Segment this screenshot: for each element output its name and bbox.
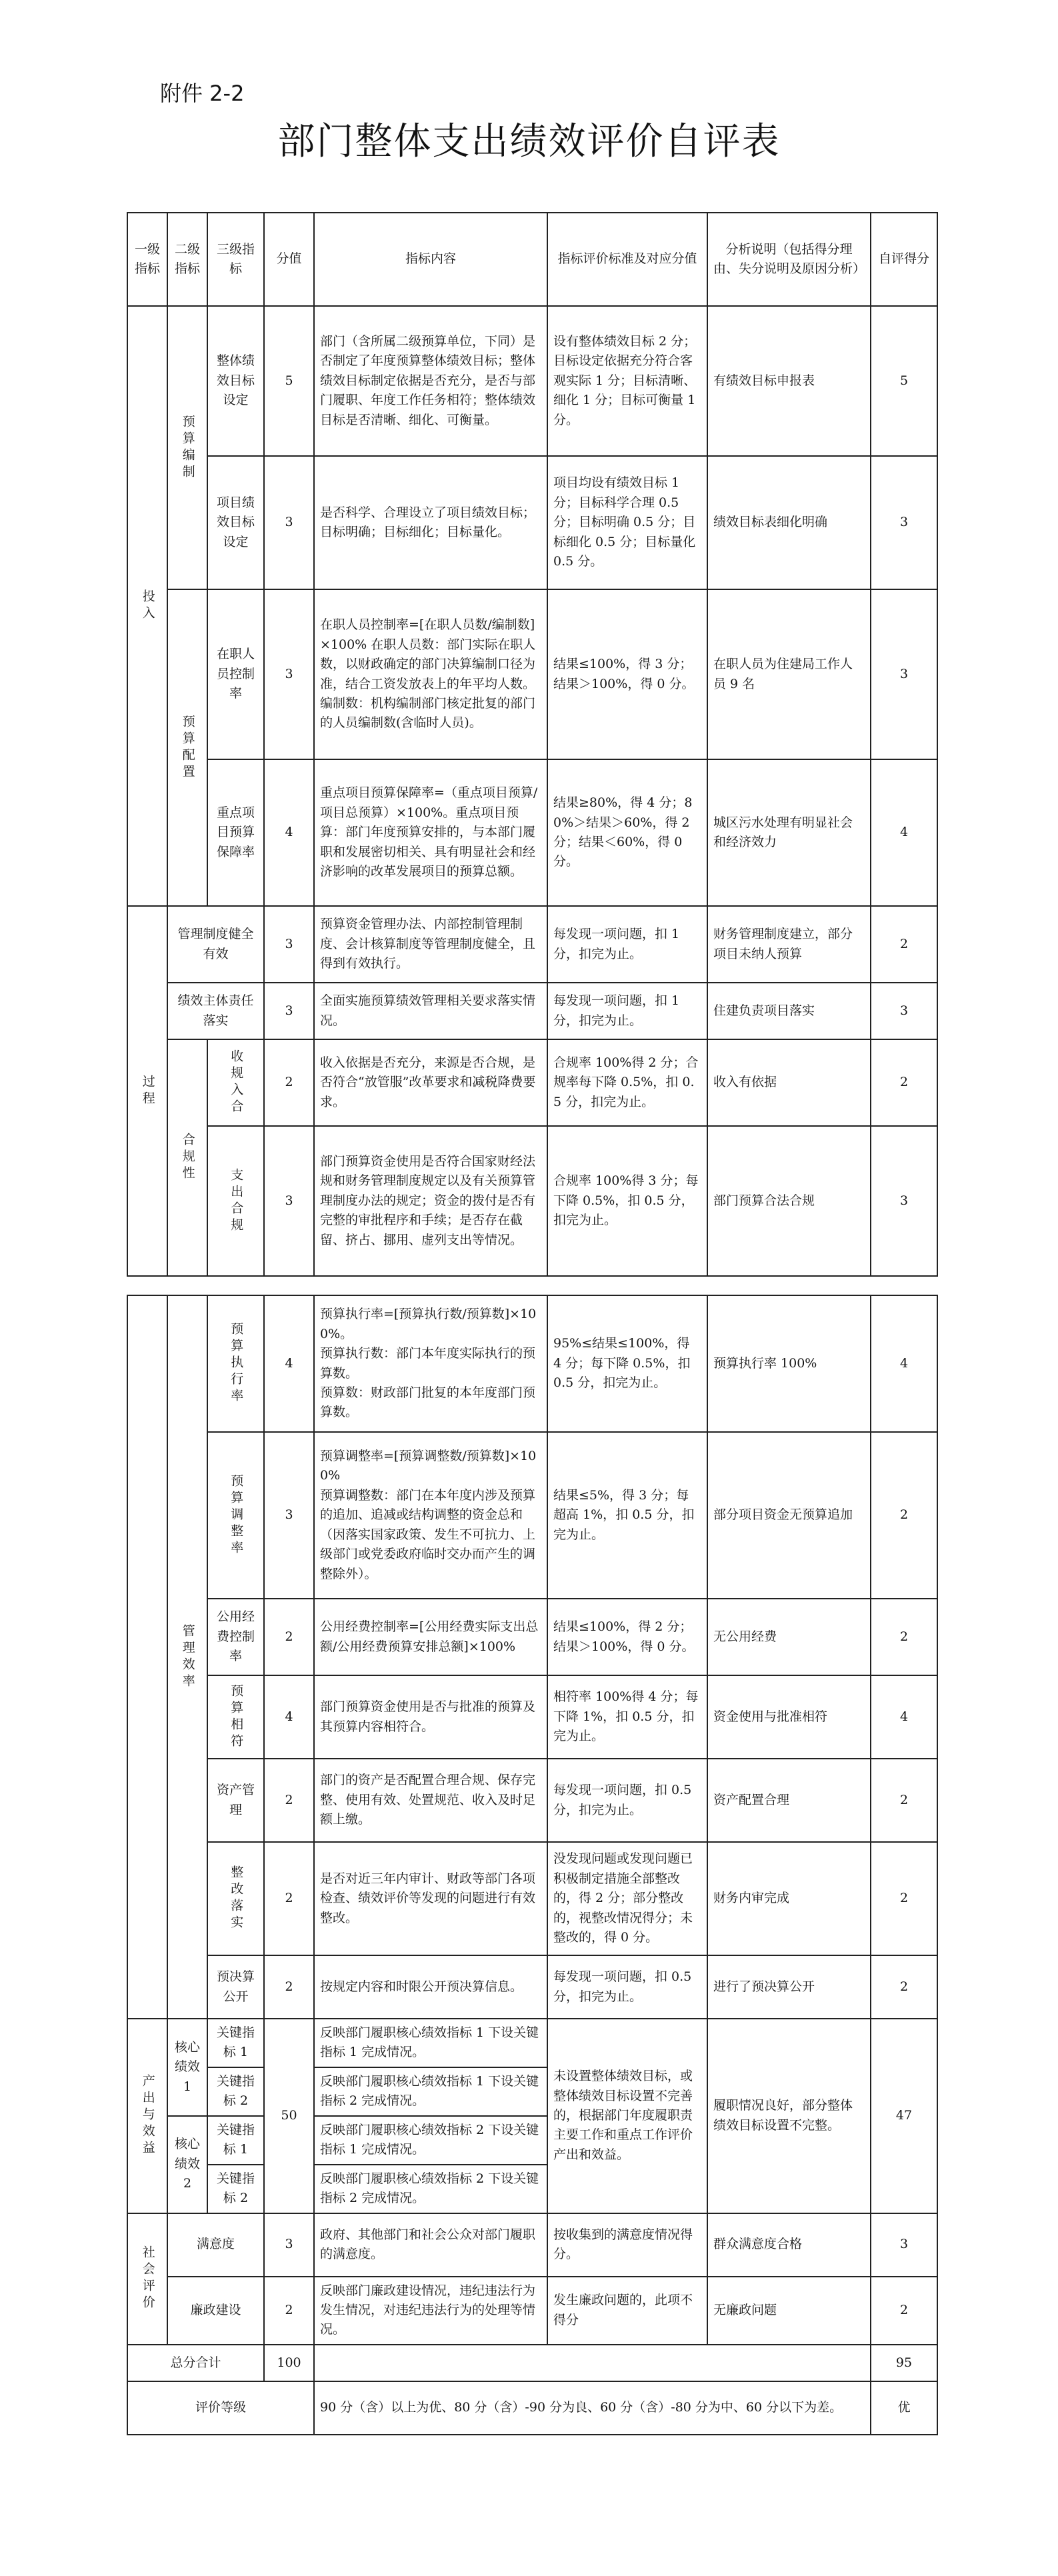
level3-cell: 整体绩效目标设定	[207, 306, 264, 456]
grade-content: 90 分（含）以上为优、80 分（含）-90 分为良、60 分（含）-80 分为中、60 分以下为差。	[314, 2381, 871, 2435]
level3-cell: 关键指标 2	[207, 2067, 264, 2116]
score-cell: 2	[264, 1599, 314, 1675]
analysis-cell: 有绩效目标申报表	[707, 306, 871, 456]
level3-cell: 预算相符	[207, 1675, 264, 1759]
self-score-cell: 2	[871, 906, 937, 983]
table-row	[127, 1432, 937, 1599]
table-row	[127, 1759, 937, 1842]
standard-cell: 发生廉政问题的，此项不得分	[547, 2277, 707, 2345]
self-score-cell: 2	[871, 1039, 937, 1126]
table-row	[127, 2277, 937, 2345]
table-row	[127, 1955, 937, 2019]
grade-label: 评价等级	[127, 2381, 314, 2435]
score-cell: 2	[264, 2277, 314, 2345]
content-cell: 政府、其他部门和社会公众对部门履职的满意度。	[314, 2213, 547, 2277]
evaluation-table-part2	[127, 1295, 938, 2435]
analysis-cell: 财务内审完成	[707, 1842, 871, 1955]
standard-cell: 项目均设有绩效目标 1 分；目标科学合理 0.5 分；目标明确 0.5 分；目标细化 0.5 分；目标量化 0.5 分。	[547, 456, 707, 589]
analysis-cell: 财务管理制度建立，部分项目未纳人预算	[707, 906, 871, 983]
level2-cell: 预算编制	[167, 306, 207, 589]
score-cell: 2	[264, 1039, 314, 1126]
content-cell: 重点项目预算保障率=（重点项目预算/项目总预算）×100%。重点项目预算：部门年度预算安排的，与本部门履职和发展密切相关、具有明显社会和经济影响的改革发展项目的预算总额。	[314, 759, 547, 906]
level3-cell: 在职人员控制率	[207, 589, 264, 759]
standard-cell: 结果≤100%，得 2 分；结果＞100%，得 0 分。	[547, 1599, 707, 1675]
level2-cell: 预算配置	[167, 589, 207, 906]
table-row	[127, 1126, 937, 1276]
self-score-cell: 2	[871, 1759, 937, 1842]
score-cell: 3	[264, 456, 314, 589]
self-score-cell: 3	[871, 589, 937, 759]
standard-cell: 相符率 100%得 4 分；每下降 1%，扣 0.5 分，扣完为止。	[547, 1675, 707, 1759]
analysis-cell: 群众满意度合格	[707, 2213, 871, 2277]
grade-self: 优	[871, 2381, 937, 2435]
header-cell: 一级指标	[127, 213, 167, 306]
content-cell: 是否对近三年内审计、财政等部门各项检查、绩效评价等发现的问题进行有效整改。	[314, 1842, 547, 1955]
score-cell: 3	[264, 589, 314, 759]
content-cell: 预算执行率=[预算执行数/预算数]×100%。 预算执行数：部门本年度实际执行的预算数。 预算数：财政部门批复的本年度部门预算数。	[314, 1295, 547, 1432]
level3-cell: 资产管理	[207, 1759, 264, 1842]
score-cell: 4	[264, 759, 314, 906]
standard-cell: 每发现一项问题，扣 0.5 分，扣完为止。	[547, 1759, 707, 1842]
total-score: 100	[264, 2345, 314, 2381]
page-title: 部门整体支出绩效评价自评表	[277, 120, 781, 163]
standard-cell: 95%≤结果≤100%，得 4 分；每下降 0.5%，扣 0.5 分，扣完为止。	[547, 1295, 707, 1432]
attachment-label: 附件 2-2	[160, 81, 245, 106]
header-cell: 分析说明（包括得分理由、失分说明及原因分析）	[707, 213, 871, 306]
content-cell: 反映部门履职核心绩效指标 2 下设关键指标 2 完成情况。	[314, 2165, 547, 2213]
level2-cell: 管理制度健全有效	[167, 906, 264, 983]
score-cell: 3	[264, 1126, 314, 1276]
level3-cell: 项目绩效目标设定	[207, 456, 264, 589]
analysis-cell: 进行了预决算公开	[707, 1955, 871, 2019]
self-score-cell: 2	[871, 1432, 937, 1599]
content-cell: 按规定内容和时限公开预决算信息。	[314, 1955, 547, 2019]
content-cell: 部门预算资金使用是否与批准的预算及其预算内容相符合。	[314, 1675, 547, 1759]
level2-cell: 廉政建设	[167, 2277, 264, 2345]
table-row	[127, 906, 937, 983]
level2-cell: 核心绩效 1	[167, 2019, 207, 2116]
self-score-cell: 4	[871, 1675, 937, 1759]
self-score-cell: 5	[871, 306, 937, 456]
evaluation-table-part1	[127, 212, 938, 1277]
level2-cell: 管理效率	[167, 1295, 207, 2019]
total-row	[127, 2345, 937, 2381]
self-score-cell: 4	[871, 1295, 937, 1432]
self-score-cell: 4	[871, 759, 937, 906]
standard-cell: 结果≥80%，得 4 分；80%＞结果＞60%，得 2 分；结果＜60%，得 0 分。	[547, 759, 707, 906]
level3-cell: 预算执行率	[207, 1295, 264, 1432]
self-score-cell: 3	[871, 2213, 937, 2277]
table-row	[127, 2019, 937, 2067]
analysis-cell: 无公用经费	[707, 1599, 871, 1675]
score-cell: 2	[264, 1759, 314, 1842]
analysis-cell: 履职情况良好，部分整体绩效目标设置不完整。	[707, 2019, 871, 2213]
self-score-cell: 2	[871, 1955, 937, 2019]
level3-cell: 公用经费控制率	[207, 1599, 264, 1675]
self-score-cell: 3	[871, 456, 937, 589]
level2-cell: 满意度	[167, 2213, 264, 2277]
standard-cell: 每发现一项问题，扣 1 分，扣完为止。	[547, 983, 707, 1039]
content-cell: 反映部门履职核心绩效指标 2 下设关键指标 1 完成情况。	[314, 2116, 547, 2165]
standard-cell: 合规率 100%得 3 分；每下降 0.5%，扣 0.5 分，扣完为止。	[547, 1126, 707, 1276]
analysis-cell: 无廉政问题	[707, 2277, 871, 2345]
level1-cell: 社会评价	[127, 2213, 167, 2345]
standard-cell: 结果≤100%，得 3 分；结果＞100%，得 0 分。	[547, 589, 707, 759]
standard-cell: 设有整体绩效目标 2 分；目标设定依据充分符合客观实际 1 分；目标清晰、细化 1 分；目标可衡量 1 分。	[547, 306, 707, 456]
self-score-cell: 2	[871, 2277, 937, 2345]
score-cell: 3	[264, 1432, 314, 1599]
level2-cell: 合规性	[167, 1039, 207, 1276]
table-row	[127, 983, 937, 1039]
analysis-cell: 绩效目标表细化明确	[707, 456, 871, 589]
standard-cell: 按收集到的满意度情况得分。	[547, 2213, 707, 2277]
content-cell: 反映部门履职核心绩效指标 1 下设关键指标 2 完成情况。	[314, 2067, 547, 2116]
score-cell: 5	[264, 306, 314, 456]
content-cell: 预算调整率=[预算调整数/预算数]×100% 预算调整数：部门在本年度内涉及预算的追加、追减或结构调整的资金总和（因落实国家政策、发生不可抗力、上级部门或党委政府临时交办而产生的调整除外）。	[314, 1432, 547, 1599]
table-row	[127, 589, 937, 759]
content-cell: 部门的资产是否配置合理合规、保存完整、使用有效、处置规范、收入及时足额上缴。	[314, 1759, 547, 1842]
content-cell: 全面实施预算绩效管理相关要求落实情况。	[314, 983, 547, 1039]
level3-cell: 整改落实	[207, 1842, 264, 1955]
score-cell: 50	[264, 2019, 314, 2213]
standard-cell: 合规率 100%得 2 分；合规率每下降 0.5%，扣 0.5 分，扣完为止。	[547, 1039, 707, 1126]
table-row	[127, 1295, 937, 1432]
content-cell: 收入依据是否充分，来源是否合规，是否符合“放管服”改革要求和减税降费要求。	[314, 1039, 547, 1126]
content-cell: 是否科学、合理设立了项目绩效目标；目标明确；目标细化；目标量化。	[314, 456, 547, 589]
score-cell: 2	[264, 1955, 314, 2019]
analysis-cell: 收入有依据	[707, 1039, 871, 1126]
analysis-cell: 资产配置合理	[707, 1759, 871, 1842]
table-row	[127, 759, 937, 906]
analysis-cell: 部门预算合法合规	[707, 1126, 871, 1276]
level1-cell: 过程	[127, 906, 167, 1276]
table-row	[127, 1675, 937, 1759]
content-cell: 部门预算资金使用是否符合国家财经法规和财务管理制度规定以及有关预算管理制度办法的规定；资金的拨付是否有完整的审批程序和手续；是否存在截留、挤占、挪用、虚列支出等情况。	[314, 1126, 547, 1276]
level1-cell: 投入	[127, 306, 167, 906]
level2-cell: 绩效主体责任落实	[167, 983, 264, 1039]
table-row	[127, 2213, 937, 2277]
level3-cell: 重点项目预算保障率	[207, 759, 264, 906]
table-row	[127, 1599, 937, 1675]
score-cell: 3	[264, 906, 314, 983]
total-self-score: 95	[871, 2345, 937, 2381]
score-cell: 4	[264, 1295, 314, 1432]
analysis-cell: 预算执行率 100%	[707, 1295, 871, 1432]
content-cell: 公用经费控制率=[公用经费实际支出总额/公用经费预算安排总额]×100%	[314, 1599, 547, 1675]
self-score-cell: 2	[871, 1599, 937, 1675]
self-score-cell: 3	[871, 983, 937, 1039]
level3-cell: 预算调整率	[207, 1432, 264, 1599]
analysis-cell: 部分项目资金无预算追加	[707, 1432, 871, 1599]
standard-cell: 结果≤5%，得 3 分；每超高 1%，扣 0.5 分，扣完为止。	[547, 1432, 707, 1599]
standard-cell: 每发现一项问题，扣 1 分，扣完为止。	[547, 906, 707, 983]
level3-cell: 关键指标 2	[207, 2165, 264, 2213]
standard-cell: 没发现问题或发现问题已积极制定措施全部整改的，得 2 分；部分整改的，视整改情况得分；未整改的，得 0 分。	[547, 1842, 707, 1955]
level3-cell: 关键指标 1	[207, 2019, 264, 2067]
level3-cell: 预决算公开	[207, 1955, 264, 2019]
self-score-cell: 2	[871, 1842, 937, 1955]
analysis-cell: 住建负责项目落实	[707, 983, 871, 1039]
standard-cell: 未设置整体绩效目标，或整体绩效目标设置不完善的，根据部门年度履职责主要工作和重点工作评价产出和效益。	[547, 2019, 707, 2213]
level3-cell: 关键指标 1	[207, 2116, 264, 2165]
table-row	[127, 1842, 937, 1955]
header-cell: 三级指标	[207, 213, 264, 306]
total-empty	[314, 2345, 871, 2381]
header-cell: 自评得分	[871, 213, 937, 306]
level3-cell: 收规入合	[207, 1039, 264, 1126]
header-cell: 指标评价标准及对应分值	[547, 213, 707, 306]
standard-cell: 每发现一项问题，扣 0.5 分，扣完为止。	[547, 1955, 707, 2019]
self-score-cell: 47	[871, 2019, 937, 2213]
level1-cell: 产出与效益	[127, 2019, 167, 2213]
table-row	[127, 456, 937, 589]
header-cell: 二级指标	[167, 213, 207, 306]
content-cell: 预算资金管理办法、内部控制管理制度、会计核算制度等管理制度健全，且得到有效执行。	[314, 906, 547, 983]
header-cell: 指标内容	[314, 213, 547, 306]
level3-cell: 支出合规	[207, 1126, 264, 1276]
grade-row	[127, 2381, 937, 2435]
analysis-cell: 在职人员为住建局工作人员 9 名	[707, 589, 871, 759]
content-cell: 部门（含所属二级预算单位，下同）是否制定了年度预算整体绩效目标；整体绩效目标制定依据是否充分，是否与部门履职、年度工作任务相符；整体绩效目标是否清晰、细化、可衡量。	[314, 306, 547, 456]
table-header-row	[127, 213, 937, 306]
table-row	[127, 306, 937, 456]
content-cell: 反映部门廉政建设情况，违纪违法行为发生情况，对违纪违法行为的处理等情况。	[314, 2277, 547, 2345]
content-cell: 反映部门履职核心绩效指标 1 下设关键指标 1 完成情况。	[314, 2019, 547, 2067]
score-cell: 4	[264, 1675, 314, 1759]
total-label: 总分合计	[127, 2345, 264, 2381]
header-cell: 分值	[264, 213, 314, 306]
score-cell: 3	[264, 983, 314, 1039]
table-row	[127, 1039, 937, 1126]
self-score-cell: 3	[871, 1126, 937, 1276]
content-cell: 在职人员控制率=[在职人员数/编制数]×100% 在职人员数：部门实际在职人数，以财政确定的部门决算编制口径为准，结合工资发放表上的年平均人数。编制数：机构编制部门核定批复的部门的人员编制数(含临时人员)。	[314, 589, 547, 759]
score-cell: 3	[264, 2213, 314, 2277]
score-cell: 2	[264, 1842, 314, 1955]
analysis-cell: 城区污水处理有明显社会和经济效力	[707, 759, 871, 906]
level2-cell: 核心绩效 2	[167, 2116, 207, 2213]
level1-cell-continued	[127, 1295, 167, 2019]
analysis-cell: 资金使用与批准相符	[707, 1675, 871, 1759]
